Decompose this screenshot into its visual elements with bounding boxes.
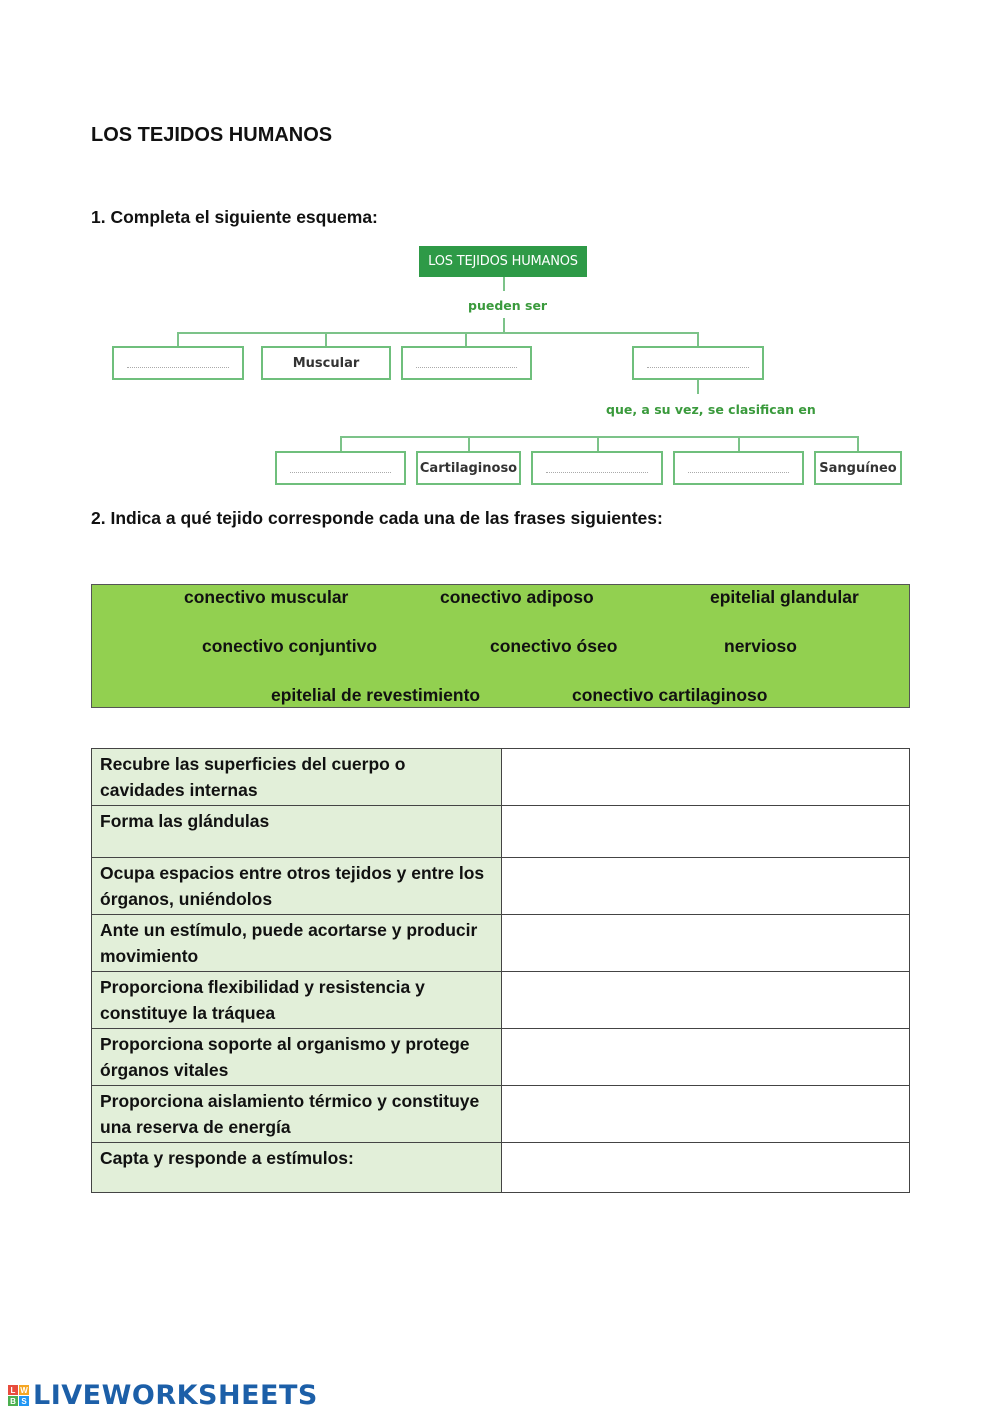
table-row bbox=[92, 915, 910, 972]
tissue-diagram bbox=[0, 0, 1000, 500]
level2-box-1[interactable] bbox=[275, 451, 406, 485]
logo-grid-icon bbox=[8, 1385, 29, 1406]
liveworksheets-logo[interactable] bbox=[8, 1380, 318, 1411]
table-row bbox=[92, 749, 910, 806]
matching-table bbox=[91, 748, 910, 1193]
blank-line bbox=[546, 464, 648, 473]
level2-box-cartilaginoso: Cartilaginoso bbox=[416, 451, 521, 485]
logo-square: W bbox=[20, 1385, 28, 1395]
row-answer-field[interactable] bbox=[502, 1029, 910, 1086]
level2-box-sanguineo: Sanguíneo bbox=[814, 451, 902, 485]
diagram-connector-2: que, a su vez, se clasifican en bbox=[606, 402, 816, 417]
row-answer-field[interactable] bbox=[502, 915, 910, 972]
table-row bbox=[92, 1086, 910, 1143]
row-answer-field[interactable] bbox=[502, 858, 910, 915]
table-row bbox=[92, 1143, 910, 1193]
logo-square: B bbox=[8, 1396, 18, 1406]
word-bank-item: epitelial glandular bbox=[710, 587, 859, 607]
row-answer-field[interactable] bbox=[502, 972, 910, 1029]
row-answer-field[interactable] bbox=[502, 1143, 910, 1193]
row-answer-field[interactable] bbox=[502, 806, 910, 858]
word-bank-item: nervioso bbox=[724, 636, 797, 656]
word-bank-item: conectivo óseo bbox=[490, 636, 618, 656]
word-bank-item: conectivo muscular bbox=[184, 587, 349, 607]
word-bank-item: conectivo cartilaginoso bbox=[572, 685, 768, 705]
diagram-head: LOS TEJIDOS HUMANOS bbox=[419, 246, 587, 277]
row-prompt: Ocupa espacios entre otros tejidos y entre los órganos, uniéndolos bbox=[92, 858, 502, 915]
row-answer-field[interactable] bbox=[502, 1086, 910, 1143]
blank-line bbox=[416, 359, 518, 368]
table-row bbox=[92, 806, 910, 858]
diagram-connector-1: pueden ser bbox=[468, 298, 548, 313]
logo-text: LIVEWORKSHEETS bbox=[33, 1380, 318, 1411]
row-prompt: Proporciona aislamiento térmico y constituye una reserva de energía bbox=[92, 1086, 502, 1143]
row-prompt: Proporciona flexibilidad y resistencia y constituye la tráquea bbox=[92, 972, 502, 1029]
row-prompt: Forma las glándulas bbox=[92, 806, 502, 858]
word-bank-item: conectivo adiposo bbox=[440, 587, 594, 607]
logo-square: S bbox=[19, 1396, 29, 1406]
level1-box-4[interactable] bbox=[632, 346, 764, 380]
blank-line bbox=[688, 464, 790, 473]
word-bank-item: epitelial de revestimiento bbox=[271, 685, 481, 705]
row-prompt: Proporciona soporte al organismo y protege órganos vitales bbox=[92, 1029, 502, 1086]
level1-box-3[interactable] bbox=[401, 346, 532, 380]
row-prompt: Capta y responde a estímulos: bbox=[92, 1143, 502, 1193]
question-2: 2. Indica a qué tejido corresponde cada una de las frases siguientes: bbox=[91, 508, 663, 528]
word-bank bbox=[91, 584, 910, 708]
word-bank-item: conectivo conjuntivo bbox=[202, 636, 378, 656]
blank-line bbox=[290, 464, 392, 473]
row-answer-field[interactable] bbox=[502, 749, 910, 806]
level1-box-1[interactable] bbox=[112, 346, 244, 380]
level1-box-muscular: Muscular bbox=[261, 346, 391, 380]
level2-box-4[interactable] bbox=[673, 451, 804, 485]
row-prompt: Ante un estímulo, puede acortarse y producir movimiento bbox=[92, 915, 502, 972]
table-row bbox=[92, 858, 910, 915]
level2-box-3[interactable] bbox=[531, 451, 663, 485]
table-row bbox=[92, 972, 910, 1029]
question-1: 1. Completa el siguiente esquema: bbox=[91, 207, 378, 227]
table-row bbox=[92, 1029, 910, 1086]
blank-line bbox=[647, 359, 749, 368]
page-title: LOS TEJIDOS HUMANOS bbox=[91, 124, 333, 146]
logo-square: L bbox=[8, 1385, 18, 1395]
row-prompt: Recubre las superficies del cuerpo o cavidades internas bbox=[92, 749, 502, 806]
blank-line bbox=[127, 359, 229, 368]
